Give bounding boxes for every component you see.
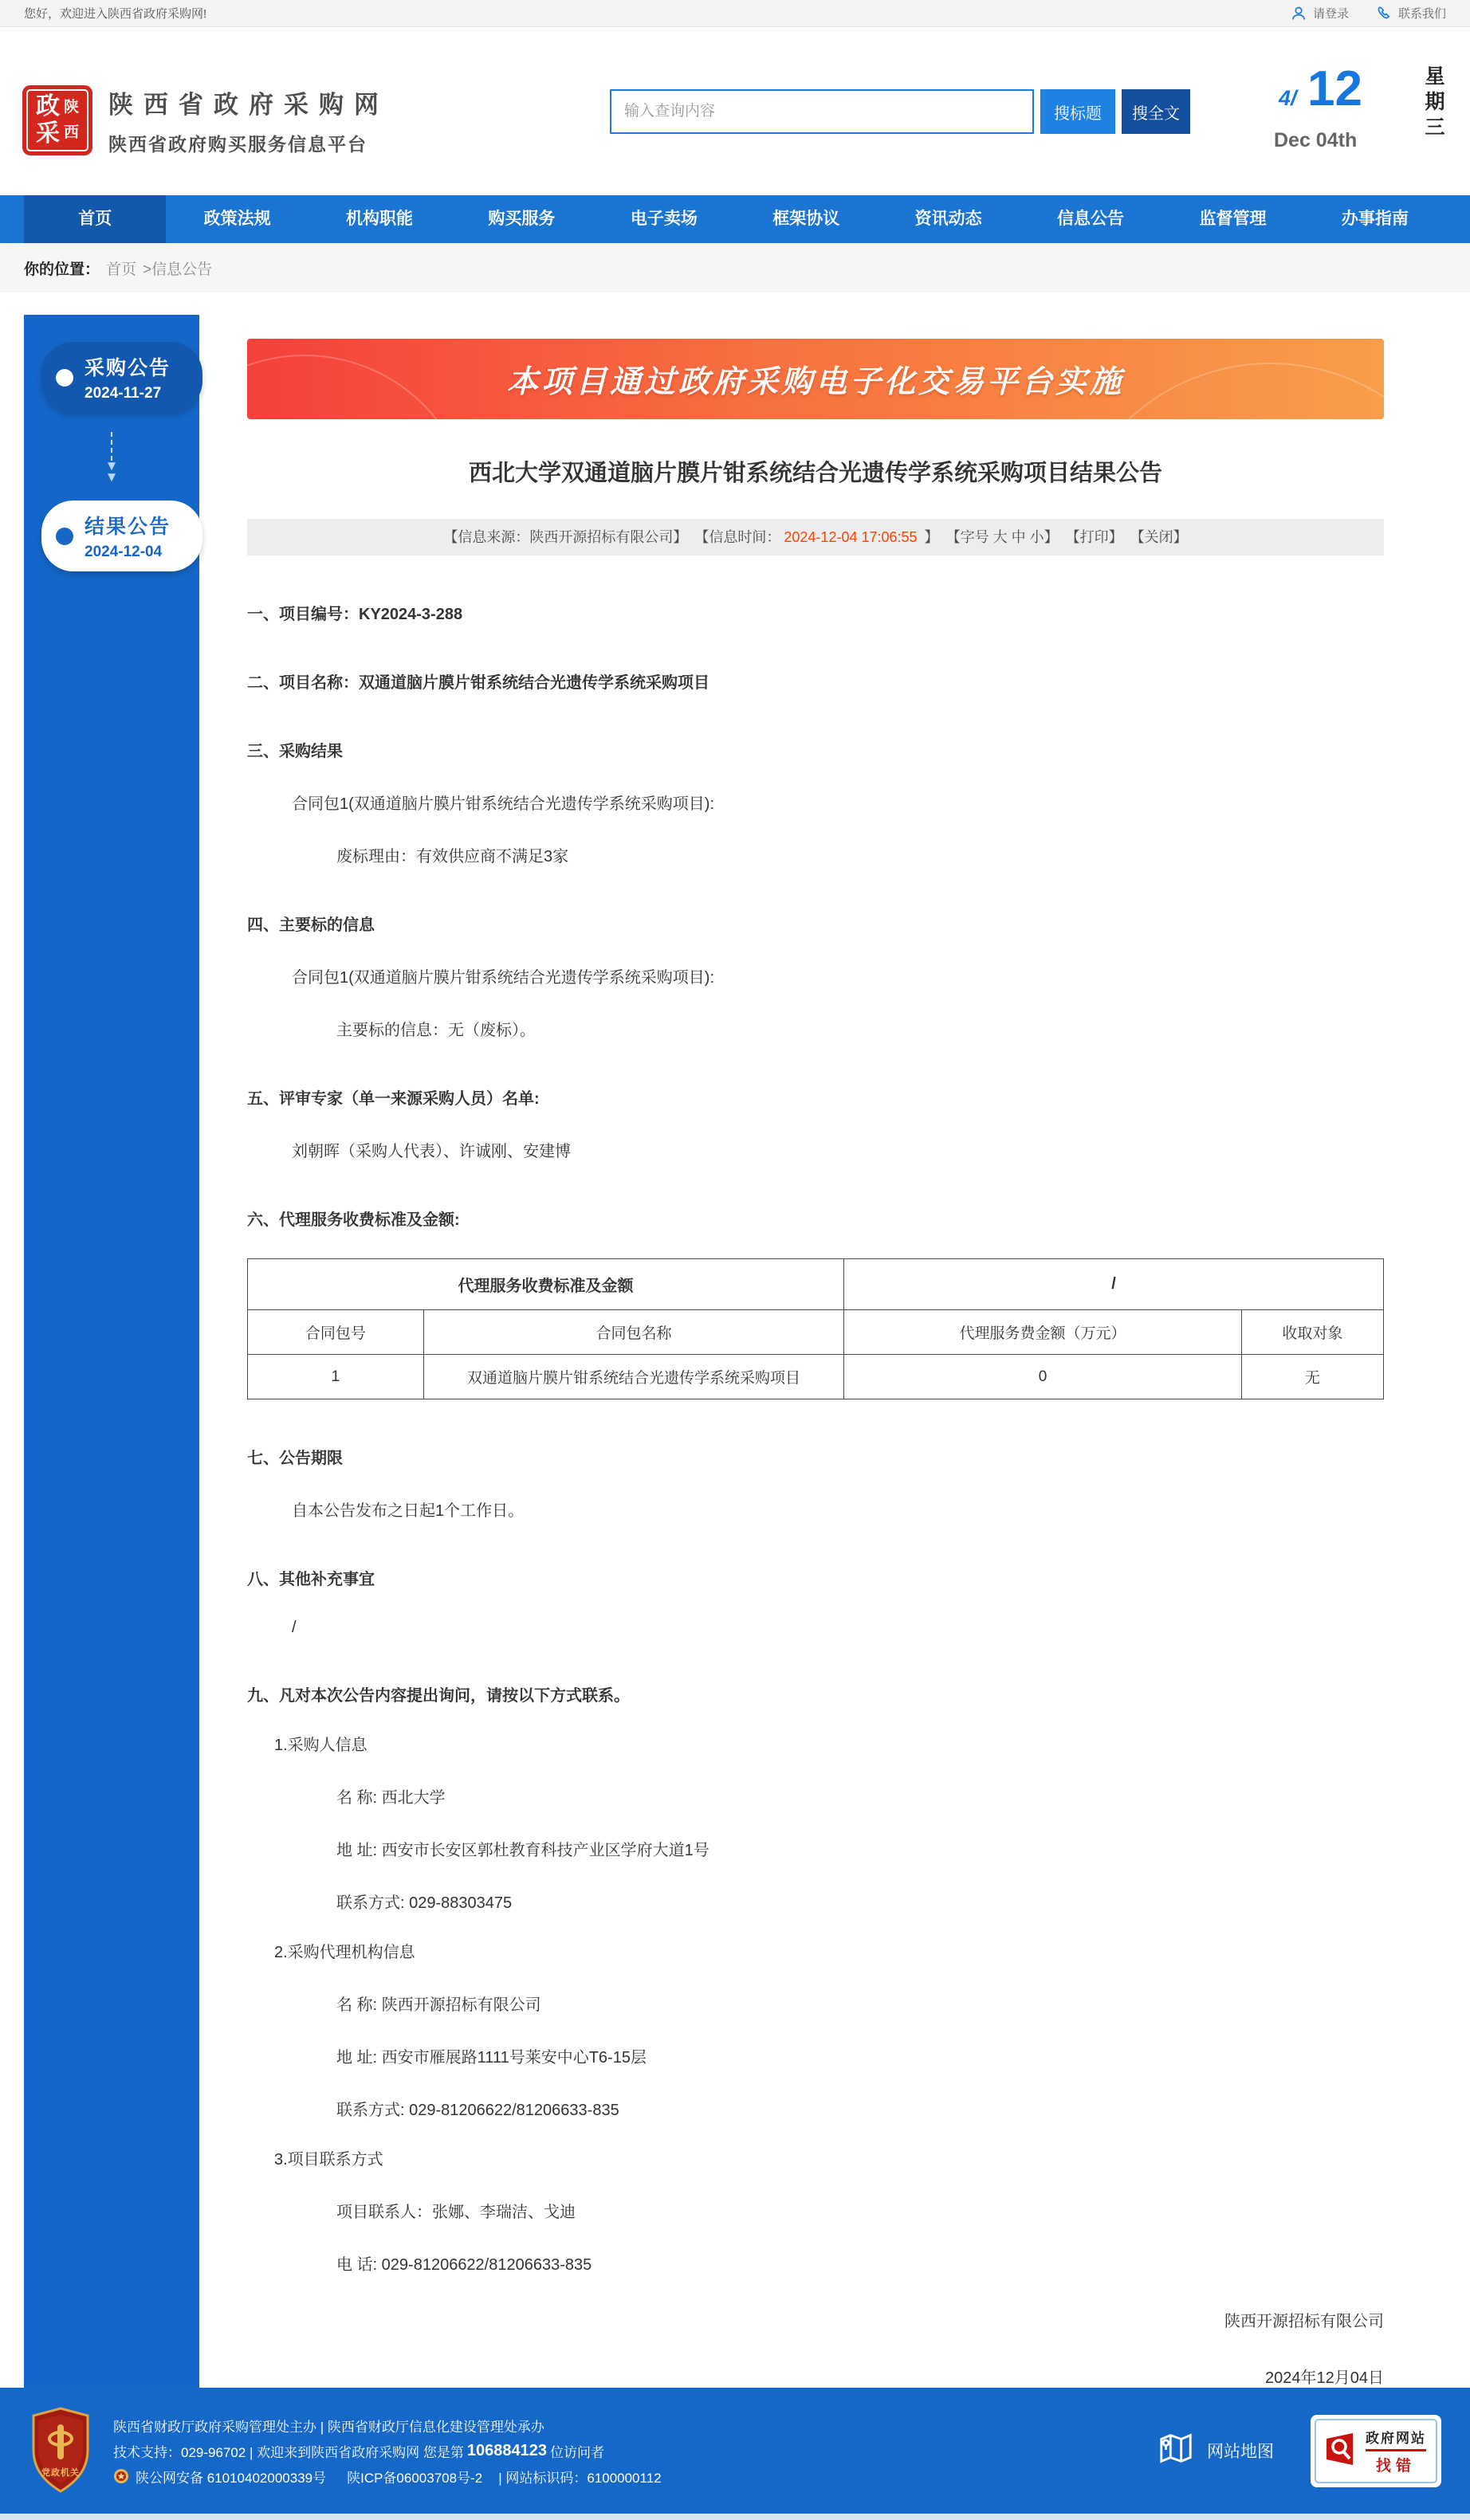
paragraph-project-phone: 电 话: 029-81206622/81206633-835 bbox=[336, 2256, 592, 2274]
nav-item-emall[interactable]: 电子卖场 bbox=[630, 210, 698, 228]
banner-text: 本项目通过政府采购电子化交易平台实施 bbox=[506, 364, 1124, 399]
table-cell-charge-target: 无 bbox=[1241, 1355, 1383, 1399]
section-heading-announcement-period: 七、公告期限 bbox=[247, 1450, 343, 1467]
section-heading-other-matters: 八、其他补充事宜 bbox=[247, 1571, 375, 1588]
search-bar bbox=[610, 89, 1190, 134]
footer-police-record[interactable]: 陕公网安备 61010402000339号 bbox=[136, 2470, 327, 2486]
contact-label: 联系我们 bbox=[1397, 7, 1446, 21]
meta-time-prefix: 【信息时间： bbox=[694, 529, 781, 545]
public-security-badge-icon bbox=[113, 2468, 129, 2484]
nav-item-supervision[interactable]: 监督管理 bbox=[1199, 210, 1267, 228]
site-subtitle: 陕西省政府购买服务信息平台 bbox=[108, 134, 368, 155]
paragraph-purchaser-name: 名 称: 西北大学 bbox=[336, 1789, 446, 1807]
table-col-header: 收取对象 bbox=[1241, 1310, 1383, 1355]
shield-label: 党政机关 bbox=[41, 2468, 80, 2478]
top-utility-bar bbox=[0, 0, 1470, 27]
contact-link[interactable] bbox=[1376, 5, 1446, 22]
site-header bbox=[0, 27, 1470, 195]
footer-icp-record[interactable]: 陕ICP备06003708号-2 bbox=[347, 2470, 483, 2486]
date-widget bbox=[1261, 61, 1446, 172]
search-title-button[interactable]: 搜标题 bbox=[1040, 89, 1115, 134]
paragraph-other-matters: / bbox=[292, 1619, 297, 1636]
section-heading-agency-fee: 六、代理服务收费标准及金额: bbox=[247, 1211, 460, 1229]
article-content bbox=[247, 315, 1384, 2388]
nav-item-functions[interactable]: 机构职能 bbox=[346, 210, 414, 228]
date-month: 4/ bbox=[1279, 86, 1297, 110]
paragraph-main-subject-none: 主要标的信息：无（废标）。 bbox=[336, 1022, 536, 1039]
error-report-badge-subtitle: 找错 bbox=[1375, 2457, 1416, 2475]
site-footer bbox=[0, 2388, 1470, 2514]
search-input[interactable] bbox=[610, 89, 1034, 134]
meta-fontsize-controls[interactable]: 【字号 大 中 小】 bbox=[945, 529, 1059, 545]
paragraph-project-contacts: 项目联系人：张娜、李瑞洁、戈迪 bbox=[336, 2204, 576, 2221]
nav-item-announcements[interactable]: 信息公告 bbox=[1057, 210, 1125, 228]
site-logo bbox=[22, 85, 92, 155]
table-cell-package-no: 1 bbox=[248, 1355, 424, 1399]
gov-site-error-report-badge[interactable] bbox=[1311, 2415, 1441, 2487]
nav-item-home[interactable]: 首页 bbox=[24, 195, 166, 243]
etrading-platform-banner bbox=[247, 339, 1384, 419]
brand[interactable] bbox=[22, 84, 389, 156]
government-agency-shield-badge bbox=[29, 2407, 92, 2494]
step-date: 2024-12-04 bbox=[85, 544, 163, 560]
visitor-count: 106884123 bbox=[466, 2441, 547, 2459]
footer-visitor-suffix: 位访问者 bbox=[550, 2444, 604, 2460]
meta-time-value: 2024-12-04 17:06:55 bbox=[784, 529, 918, 545]
section-heading-project-name: 二、项目名称：双通道脑片膜片钳系统结合光遗传学系统采购项目 bbox=[247, 674, 709, 692]
site-title: 陕西省政府采购网 bbox=[108, 91, 389, 119]
section-heading-procurement-result: 三、采购结果 bbox=[247, 743, 343, 760]
login-link[interactable] bbox=[1291, 5, 1349, 22]
logo-text-side: 陕西 bbox=[63, 99, 79, 141]
step-dot bbox=[56, 528, 73, 545]
nav-item-news[interactable]: 资讯动态 bbox=[914, 210, 982, 228]
main-area bbox=[0, 292, 1470, 2388]
sidebar-item-result-announcement[interactable] bbox=[41, 500, 202, 571]
paragraph-agency-name: 名 称: 陕西开源招标有限公司 bbox=[336, 1996, 541, 2014]
signature-date: 2024年12月04日 bbox=[1265, 2369, 1384, 2387]
footer-bottom-strip bbox=[0, 2514, 1470, 2520]
paragraph-contract-package: 合同包1(双通道脑片膜片钳系统结合光遗传学系统采购项目): bbox=[292, 795, 714, 813]
nav-item-purchase-service[interactable]: 购买服务 bbox=[488, 210, 556, 228]
sidebar-item-purchase-announcement[interactable] bbox=[41, 342, 202, 413]
paragraph-purchaser-phone: 联系方式: 029-88303475 bbox=[336, 1894, 513, 1912]
subheading-agency-info: 2.采购代理机构信息 bbox=[274, 1944, 415, 1961]
footer-text-block bbox=[113, 2410, 662, 2492]
section-heading-project-number: 一、项目编号：KY2024-3-288 bbox=[247, 606, 463, 623]
main-nav bbox=[0, 195, 1470, 243]
breadcrumb-prefix: 你的位置： bbox=[24, 261, 100, 278]
paragraph-agency-phone: 联系方式: 029-81206622/81206633-835 bbox=[336, 2102, 619, 2119]
step-dot bbox=[56, 369, 73, 387]
signature-company: 陕西开源招标有限公司 bbox=[1224, 2313, 1384, 2330]
step-title: 采购公告 bbox=[85, 357, 171, 379]
table-cell-package-name: 双通道脑片膜片钳系统结合光遗传学系统采购项目 bbox=[423, 1355, 843, 1399]
subheading-purchaser-info: 1.采购人信息 bbox=[274, 1737, 368, 1754]
meta-source: 【信息来源：陕西开源招标有限公司】 bbox=[443, 529, 688, 545]
footer-site-id: | 网站标识码：6100000112 bbox=[498, 2470, 662, 2486]
date-english: Dec 04th bbox=[1274, 129, 1358, 151]
nav-item-framework[interactable]: 框架协议 bbox=[772, 210, 840, 228]
footer-support-text: 技术支持：029-96702 | 欢迎来到陕西省政府采购网 您是第 bbox=[113, 2444, 464, 2460]
section-heading-contact: 九、凡对本次公告内容提出询问，请按以下方式联系。 bbox=[247, 1687, 630, 1705]
table-col-header: 合同包号 bbox=[248, 1310, 424, 1355]
timeline-arrow-down-icon: ▼ ▼ bbox=[24, 413, 199, 500]
paragraph-rejection-reason: 废标理由：有效供应商不满足3家 bbox=[336, 848, 569, 866]
sitemap-link[interactable] bbox=[1158, 2430, 1274, 2471]
meta-time-suffix: 】 bbox=[920, 529, 939, 545]
section-heading-experts: 五、评审专家（单一来源采购人员）名单: bbox=[247, 1090, 540, 1108]
paragraph-contract-package: 合同包1(双通道脑片膜片钳系统结合光遗传学系统采购项目): bbox=[292, 969, 714, 987]
article-meta-bar bbox=[247, 519, 1384, 555]
agency-fee-table bbox=[247, 1258, 1384, 1399]
table-cell-fee-amount: 0 bbox=[844, 1355, 1242, 1399]
table-merged-header-left: 代理服务收费标准及金额 bbox=[248, 1259, 844, 1310]
error-report-flag-magnifier-icon bbox=[1326, 2432, 1358, 2470]
table-col-header: 合同包名称 bbox=[423, 1310, 843, 1355]
subheading-project-contact: 3.项目联系方式 bbox=[274, 2151, 383, 2169]
phone-icon bbox=[1376, 6, 1392, 22]
step-date: 2024-11-27 bbox=[85, 385, 162, 402]
table-row bbox=[248, 1355, 1384, 1399]
step-title: 结果公告 bbox=[85, 516, 171, 538]
welcome-text: 您好，欢迎进入陕西省政府采购网! bbox=[24, 7, 207, 21]
footer-organizer-line: 陕西省财政厅政府采购管理处主办 | 陕西省财政厅信息化建设管理处承办 bbox=[113, 2419, 544, 2435]
sitemap-label: 网站地图 bbox=[1207, 2443, 1274, 2461]
paragraph-agency-address: 地 址: 西安市雁展路1111号莱安中心T6-15层 bbox=[336, 2049, 647, 2067]
nav-item-policies[interactable]: 政策法规 bbox=[203, 210, 271, 228]
login-label: 请登录 bbox=[1312, 7, 1349, 21]
nav-item-guide[interactable]: 办事指南 bbox=[1341, 210, 1409, 228]
date-day: 12 bbox=[1307, 61, 1362, 116]
meta-print-button[interactable]: 【打印】 bbox=[1065, 529, 1123, 545]
table-merged-header-right: / bbox=[844, 1259, 1384, 1310]
breadcrumb-current[interactable]: >信息公告 bbox=[143, 261, 213, 278]
table-col-header: 代理服务费金额（万元） bbox=[844, 1310, 1242, 1355]
error-report-badge-title: 政府网站 bbox=[1366, 2427, 1426, 2451]
paragraph-purchaser-address: 地 址: 西安市长安区郭杜教育科技产业区学府大道1号 bbox=[336, 1842, 709, 1859]
date-weekday: 星期三 bbox=[1425, 65, 1445, 139]
paragraph-expert-names: 刘朝晖（采购人代表）、许诚刚、安建博 bbox=[292, 1143, 571, 1160]
page-title: 西北大学双通道脑片膜片钳系统结合光遗传学系统采购项目结果公告 bbox=[468, 461, 1162, 486]
breadcrumb bbox=[0, 243, 1470, 292]
section-heading-main-subject-info: 四、主要标的信息 bbox=[247, 917, 375, 934]
meta-close-button[interactable]: 【关闭】 bbox=[1130, 529, 1188, 545]
breadcrumb-home[interactable]: 首页 bbox=[106, 261, 137, 278]
announcement-timeline-sidebar bbox=[24, 315, 199, 2388]
logo-text-main: 政采 bbox=[36, 93, 60, 147]
paragraph-announcement-period: 自本公告发布之日起1个工作日。 bbox=[292, 1502, 525, 1520]
map-icon bbox=[1158, 2430, 1194, 2471]
user-icon bbox=[1291, 6, 1307, 22]
search-fulltext-button[interactable]: 搜全文 bbox=[1122, 89, 1190, 134]
